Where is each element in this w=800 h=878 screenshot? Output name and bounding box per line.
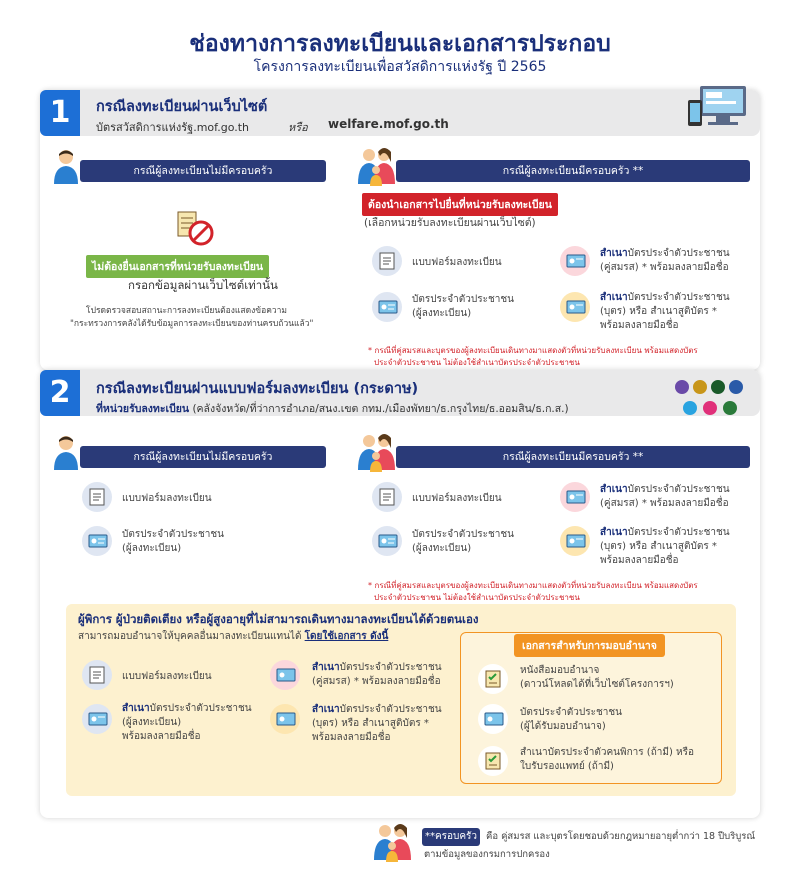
form-icon: [82, 660, 112, 690]
fill-online-text: กรอกข้อมูลผ่านเว็บไซต์เท่านั้น: [128, 278, 278, 292]
idcard-label: บัตรประจำตัวประชาชน (ผู้ลงทะเบียน): [412, 294, 515, 319]
checklist-icon: [478, 664, 508, 694]
section-2-units: ที่หน่วยรับลงทะเบียน (คลังจังหวัด/ที่ว่าการอำเภอ/สนง.เขต กทม./เมืองพัทยา/ธ.กรุงไทย/ธ.ออมสิน/ธ.ก.ส.): [96, 403, 569, 415]
status-note-1: โปรดตรวจสอบสถานะการลงทะเบียนต้องแสดงข้อความ: [86, 306, 288, 316]
proxy-child-label: สำเนาบัตรประจำตัวประชาชน (บุตร) หรือ สำเนาสูติบัตร * พร้อมลงลายมือชื่อ: [312, 704, 442, 743]
proxy-id-label: สำเนาบัตรประจำตัวประชาชน (ผู้ลงทะเบียน) พร้อมลงลายมือชื่อ: [122, 703, 252, 742]
proxy-subtitle: สามารถมอบอำนาจให้บุคคลอื่นมาลงทะเบียนแทนได้ โดยใช้เอกสาร ดังนี้: [78, 631, 389, 642]
proxy-docs-title: เอกสารสำหรับการมอบอำนาจ: [514, 634, 665, 657]
family-icon: [358, 146, 396, 186]
section-1-or: หรือ: [288, 121, 308, 134]
id-card-icon: [372, 292, 402, 322]
form-icon: [372, 246, 402, 276]
spouse-id-icon: [560, 482, 590, 512]
poa-label: หนังสือมอบอำนาจ (ดาวน์โหลดได้ที่เว็บไซต์โครงการฯ): [520, 665, 674, 690]
family-icon: [358, 432, 396, 472]
family-definition-2: ตามข้อมูลของกรมการปกครอง: [424, 849, 550, 860]
spouse-id-icon: [560, 246, 590, 276]
form-label: แบบฟอร์มลงทะเบียน: [412, 257, 502, 268]
family-bar-2: กรณีผู้ลงทะเบียนมีครอบครัว **: [396, 446, 750, 468]
form-icon: [82, 482, 112, 512]
id-card-icon: [478, 704, 508, 734]
section-1-title: กรณีลงทะเบียนผ่านเว็บไซต์: [96, 99, 268, 115]
spouse-copy-label: สำเนาบัตรประจำตัวประชาชน (คู่สมรส) * พร้อมลงลายมือชื่อ: [600, 248, 730, 273]
child-id-icon: [560, 292, 590, 322]
family-note-2: ประจำตัวประชาชน ไม่ต้องใช้สำเนาบัตรประจำตัวประชาชน: [374, 358, 580, 367]
rep-id-label: บัตรประจำตัวประชาชน (ผู้ได้รับมอบอำนาจ): [520, 707, 623, 732]
family-note-3: * กรณีที่คู่สมรสและบุตรของผู้ลงทะเบียนเดินทางมาแสดงตัวที่หน่วยรับลงทะเบียน พร้อมแสดงบัตร: [368, 581, 698, 590]
child-copy-label-2: สำเนาบัตรประจำตัวประชาชน (บุตร) หรือ สำเนาสูติบัตร * พร้อมลงลายมือชื่อ: [600, 527, 730, 566]
page-title: ช่องทางการลงทะเบียนและเอกสารประกอบ: [189, 31, 611, 57]
section-2-title: กรณีลงทะเบียนผ่านแบบฟอร์มลงทะเบียน (กระดาษ): [96, 381, 419, 397]
no-document-icon: [172, 208, 216, 248]
id-card-icon: [82, 526, 112, 556]
checklist-icon: [478, 746, 508, 776]
computer-icon: [686, 84, 748, 130]
form-label-3: แบบฟอร์มลงทะเบียน: [412, 493, 502, 504]
family-note-1: * กรณีที่คู่สมรสและบุตรของผู้ลงทะเบียนเดินทางมาแสดงตัวที่หน่วยรับลงทะเบียน พร้อมแสดงบัตร: [368, 346, 698, 355]
section-2-number: 2: [40, 370, 80, 416]
no-submit-tag: ไม่ต้องยื่นเอกสารที่หน่วยรับลงทะเบียน: [86, 255, 269, 278]
must-submit-tag: ต้องนำเอกสารไปยื่นที่หน่วยรับลงทะเบียน: [362, 193, 558, 216]
child-id-icon: [270, 704, 300, 734]
person-icon: [52, 434, 80, 470]
form-label-2: แบบฟอร์มลงทะเบียน: [122, 493, 212, 504]
proxy-title: ผู้พิการ ผู้ป่วยติดเตียง หรือผู้สูงอายุที่ไม่สามารถเดินทางมาลงทะเบียนได้ด้วยตนเอง: [78, 612, 479, 626]
family-icon: [374, 822, 412, 862]
section-1-number: 1: [40, 90, 80, 136]
family-definition-tag: **ครอบครัว: [422, 828, 480, 846]
child-id-icon: [560, 526, 590, 556]
form-icon: [372, 482, 402, 512]
proxy-form-label: แบบฟอร์มลงทะเบียน: [122, 671, 212, 682]
select-unit-text: (เลือกหน่วยรับลงทะเบียนผ่านเว็บไซต์): [364, 217, 536, 229]
idcard-label-3: บัตรประจำตัวประชาชน (ผู้ลงทะเบียน): [412, 529, 515, 554]
site-link-thai[interactable]: บัตรสวัสดิการแห่งรัฐ.mof.go.th: [96, 121, 250, 134]
child-copy-label: สำเนาบัตรประจำตัวประชาชน (บุตร) หรือ สำเนาสูติบัตร * พร้อมลงลายมือชื่อ: [600, 292, 730, 331]
person-icon: [52, 148, 80, 184]
page-subtitle: โครงการลงทะเบียนเพื่อสวัสดิการแห่งรัฐ ปี 2565: [253, 59, 547, 75]
idcard-label-2: บัตรประจำตัวประชาชน (ผู้ลงทะเบียน): [122, 529, 225, 554]
section-1-site2[interactable]: welfare.mof.go.th: [328, 117, 449, 131]
spouse-id-icon: [270, 660, 300, 690]
spouse-copy-label-2: สำเนาบัตรประจำตัวประชาชน (คู่สมรส) * พร้อมลงลายมือชื่อ: [600, 484, 730, 509]
family-note-4: ประจำตัวประชาชน ไม่ต้องใช้สำเนาบัตรประจำตัวประชาชน: [374, 593, 580, 602]
no-family-bar-2: กรณีผู้ลงทะเบียนไม่มีครอบครัว: [80, 446, 326, 468]
id-card-icon: [372, 526, 402, 556]
disability-label: สำเนาบัตรประจำตัวคนพิการ (ถ้ามี) หรือ ใบรับรองแพทย์ (ถ้ามี): [520, 747, 695, 772]
family-definition-1: คือ คู่สมรส และบุตรโดยชอบด้วยกฎหมายอายุต่ำกว่า 18 ปีบริบูรณ์: [486, 831, 756, 842]
proxy-spouse-label: สำเนาบัตรประจำตัวประชาชน (คู่สมรส) * พร้อมลงลายมือชื่อ: [312, 662, 442, 687]
family-bar: กรณีผู้ลงทะเบียนมีครอบครัว **: [396, 160, 750, 182]
agency-logo-icon: [672, 378, 752, 418]
id-card-icon: [82, 704, 112, 734]
no-family-bar: กรณีผู้ลงทะเบียนไม่มีครอบครัว: [80, 160, 326, 182]
section-1-site1[interactable]: [96, 118, 249, 136]
status-note-2: "กระทรวงการคลังได้รับข้อมูลการลงทะเบียนของท่านครบถ้วนแล้ว": [70, 319, 314, 329]
